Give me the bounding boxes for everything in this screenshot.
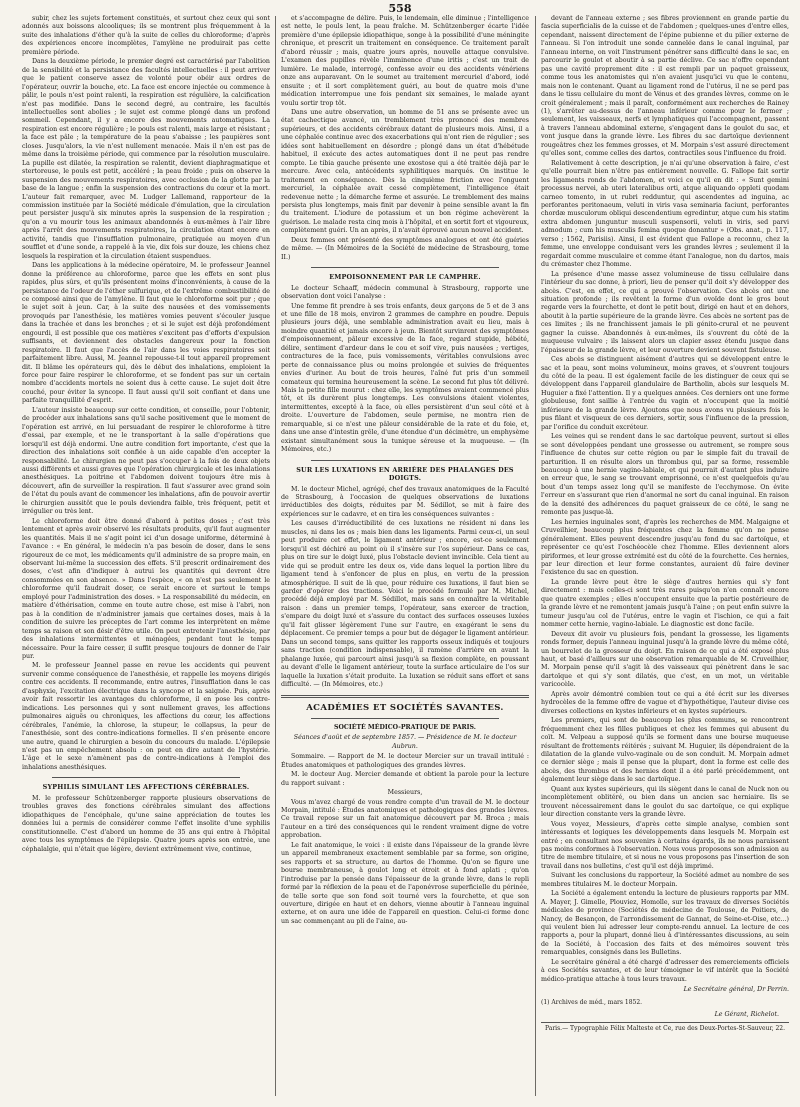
separator xyxy=(311,460,499,461)
secretary-signature: Le Secrétaire général, Dr Perrin. xyxy=(683,986,789,994)
paragraph: Le docteur Schaaff, médecin communal à Strasbourg, rapporte une observation dont voici l'analyse : xyxy=(281,284,529,301)
paragraph: Le fait anatomique, le voici : il existe dans l'épaisseur de la grande lèvre un appareil membraneux exactement semblable par sa forme, son origine, ses rapports et sa structure, au dartos de l'homme. Qu'on se figure une bourse membraneuse, à goulot long et étroit et à fond aplati ; qu'on l'introduise par la pensée dans l'épaisseur de la grande lèvre, dans le repli formé par la réflexion de la peau et de l'aponévrose superficielle du périnée, de telle sorte que son fond soit tourné vers la fourchette, et que son ouverture, dirigée en haut et en dehors, vienne aboutir à l'anneau inguinal externe, et on aura une idée de l'appareil en question. Celui-ci forme donc un sac commençant au pli de l'aine, au- xyxy=(281,841,529,925)
paragraph: Dans les applications à la médecine opératoire, M. le professeur Jeannel donne la préférence au chloroforme, parce que les effets en sont plus rapides, plus sûrs, et qu'ils présentent moins d'inconvénients, à cause de la persistance de l'odeur de l'éther sulfurique, et de l'extrême combustibilité de ce composé ainsi que de l'amylène. Il faut que le chloroforme soit pur ; que le sujet soit à jeun. Car, à la suite des nausées et des vomissements provoqués par l'anesthésie, les matières vomies peuvent s'écouler jusque dans la trachée et dans les bronches ; et si le sujet est déjà profondément engourdi, il est possible que ces matières s'excitent pas d'efforts d'expulsion suffisants, et deviennent des obstacles dangereux pour la fonction respiratoire. Il faut que l'accès de l'air dans les voies respiratoires soit parfaitement libre. Aussi, M. Jeannel repousse-t-il tout appareil proprement dit. Il blâme les opérateurs qui, dès le début des inhalations, emploient la force pour faire respirer le chloroforme, et se fondent pas sur un certain nombre d'accidents mortels ne soient dus à cette cause. Le sujet doit être couché, pour éviter la syncope. Il faut aussi qu'il soit confiant et dans une parfaite tranquillité d'esprit. xyxy=(22,262,270,405)
paragraph: M. le docteur Aug. Mercier demande et obtient la parole pour la lecture du rapport suivant : xyxy=(281,771,529,787)
paragraph: devant de l'anneau externe ; ses fibres proviennent en grande partie du fascia superficialis de la cuisse et de l'abdomen ; quelques-unes d'entre elles, cependant, naissent directement de l'épine pubienne et du pilier externe de l'anneau. Si l'on introduit une sonde cannelée dans le canal inguinal, par l'anneau interne, on voit l'instrument pénétrer sans difficulté dans le sac, en parcourir le goulot et aboutir à sa partie déclive. Ce sac n'offre cependant pas une cavité proprement dite : il est rempli par un paquet graisseux, comme tous les anatomistes qui n'en avaient jusqu'ici vu que le contenu, mais non le contenant. Quant au ligament rond de l'utérus, il ne se perd pas dans le tissu cellulaire du mont de Vénus et des grandes lèvres, comme on le croit généralement ; mais il paraît, conformément aux recherches de Rainey (1), s'arrêter au-dessus de l'anneau inférieur comme pour le fermer ; seulement, les vaisseaux, nerfs et lymphatiques qui l'accompagnent, passent à travers l'anneau abdominal externe, s'engagent dans le goulot du sac, et vont jusque dans la grande lèvre. Les fibres du sac dartoïque deviennent rougeâtres chez les femmes grosses, et M. Morpain s'est assuré directement qu'elles sont, comme celles des dartos, contractiles sous l'influence du froid. xyxy=(541,15,789,158)
paragraph: Les hernies inguinales sont, d'après les recherches de MM. Malgaigne et Cruveilhier, beaucoup plus fréquentes chez la femme qu'on ne pense généralement. Elles peuvent descendre jusqu'au fond du sac dartoïque, et représenter ce qu'est l'oschéocèle chez l'homme. Elles deviennent alors piriformes, et leur grosse extrémité est du côté de la fourchette. Ces hernies, par leur direction et leur forme constantes, auraient dû faire deviner l'existence du sac en question. xyxy=(541,518,789,577)
paragraph: La présence d'une masse assez volumineuse de tissu cellulaire dans l'intérieur du sac donne, à priori, lieu de penser qu'il doit s'y développer des abcès. C'est, en effet, ce qui a prouvé l'observation. Ces abcès ont une situation profonde ; ils revêtent la forme d'un ovoïde dont le gros bout regarde vers la fourchette, et dont le petit bout, dirigé en haut et en dehors, aboutit à la partie supérieure de la grande lèvre. Ces abcès ne sortent pas de ces limites ; ils ne franchissent jamais le pli génito-crural et ne peuvent gagner la cuisse. Abandonnés à eux-mêmes, ils s'ouvrent du côté de la muqueuse vulvaire ; ils laissent alors un clapier assez étendu jusque dans l'épaisseur de la grande lèvre, et leur ouverture devient souvent fistuleuse. xyxy=(541,270,789,354)
paragraph: Les premiers, qui sont de beaucoup les plus communs, se rencontrent fréquemment chez les filles publiques et chez les femmes qui abusent du coït. M. Velpeau a supposé qu'ils se forment dans une bourse muqueuse résultant de frottements réitérés ; suivant M. Huguier, ils dépendraient de la dilatation de la glande vulvo-vaginale ou de son conduit. M. Morpain admet ce dernier siège ; mais il pense que la plupart, dont la forme est celle des abcès, des thrombus et des hernies dont il a été parlé précédemment, ont également leur siège dans le sac dartoïque. xyxy=(541,717,789,784)
paragraph: L'auteur insiste beaucoup sur cette condition, et conseille, pour l'obtenir, de procéder aux inhalations sans qu'il sache positivement que le moment de l'opération est arrivé, en lui persuadant de respirer le chloroforme à titre d'essai, par exemple, et ne le transportant à la salle d'opérations que lorsqu'il est déjà endormi. Une autre condition fort importante, c'est que la direction des inhalations soit confiée à un aide capable d'en accepter la responsabilité. Le chirurgien ne peut pas s'occuper à la fois de deux objets aussi différents et aussi graves que l'opération chirurgicale et les inhalations anesthésiques. La poitrine et l'abdomen doivent toujours être mis à découvert, afin de surveiller la respiration. Il faut s'assurer avec grand soin de l'état du pouls avant de commencer les inhalations, afin de pouvoir avertir le chirurgien aussitôt que le pouls deviendra faible, très fréquent, petit et irrégulier ou très lent. xyxy=(22,406,270,516)
paragraph: Une femme fit prendre à ses trois enfants, deux garçons de 5 et de 3 ans et une fille de 18 mois, environ 2 grammes de camphre en poudre. Depuis plusieurs jours déjà, une semblable administration avait eu lieu, mais à moindre quantité et jamais encore à jeun. Bientôt survinrent des symptômes d'empoisonnement, pâleur excessive de la face, regard stupide, hébété, délire, sentiment d'ardeur dans le cou et soif vive, puis nausées ; vertiges, contractures de la face, puis vomissements, véritables convulsions avec perte de connaissance plus ou moins prolongée et suivies de fréquentes envies d'uriner. Au bout de trois heures, l'aîné fut pris d'un sommeil comateux qui termina heureusement la scène. Le second fut plus tôt délivré. Mais la petite fille mourut : chez elle, les symptômes avaient commencé plus tôt, et ils durèrent plus longtemps. Les convulsions étaient violentes, intermittentes, excepté à la face, où elles persistèrent d'un seul côté et à droite. L'ouverture de l'abdomen, seule permise, ne montra rien de remarquable, si ce n'est une pâleur considérable de la rate et du foie, et, dans une anse d'intestin grêle, d'une étendue d'un décimètre, un emphysème existant simultanément sous la tunique séreuse et la muqueuse. — (In Mémoires, etc.) xyxy=(281,302,529,454)
summary-paragraph: Sommaire. — Rapport de M. le docteur Mercier sur un travail intitulé : Études anatomiques et pathologiques des grandes lèvres. xyxy=(281,753,529,769)
section-heading: EMPOISONNEMENT PAR LE CAMPHRE. xyxy=(329,273,481,282)
paragraph: Relativement à cette description, je n'ai qu'une observation à faire, c'est qu'elle pourrait bien n'être pas entièrement nouvelle. G. Fallope fait sortir les ligaments ronds de l'abdomen, et voici ce qu'il en dit : « Sunt gemini processus nervei, ab uteri lateralibus orti, atque aliquando oppleti quodam carneo tomento, in ut rubri redduntur, qui ascendentes ad inguina, ac perforantes peritonaeum, veluti in viris vasa seminaria faciunt, perforantes chordæ musculorum obliqui descendentium egredintur, atque cum his statim extra abdomen junguntur musculi suspensorii, veluti in viris, sed parvi admodum ; cum his musculis femina quoque donantur » (Obs. anat., p. 117, verso ; 1562, Parisiis). Ainsi, il est évident que Fallope a reconnu, chez la femme, une enveloppe conduisant vers les grandes lèvres ; seulement il la regardait comme musculaire et comme étant l'analogue, non du dartos, mais du crémaster chez l'homme. xyxy=(541,159,789,269)
column-3 xyxy=(541,15,789,1095)
paragraph: Dans une autre observation, un homme de 51 ans se présente avec un état cachectique avancé, un tremblement très prononcé des membres supérieurs, et des accidents cérébraux datant de plusieurs mois. Ainsi, il a une céphalée continue avec des exacerbations qui n'ont rien de régulier ; ses idées sont habituellement en désordre ; plongé dans un état d'hébétude habituel, il exécute des actes automatiques dont il ne peut pas rendre compte. Le tibia gauche présente une exostose qui a été traitée déjà par le mercure. Avec cela, antécédents syphilitiques marqués. On institue le traitement en conséquence. Dès la cinquième friction avec l'onguent mercuriel, la céphalée avait cessé complètement, l'intelligence était redevenue nette ; la démarche ferme et assurée. Le tremblement des mains persista plus longtemps, mais finit par devenir à peine sensible avant la fin du traitement. L'iodure de potassium et un bon régime achevèrent la guérison. Le malade resta cinq mois à l'hôpital, et en sortit fort et vigoureux, complètement guéri. Un an après, il n'avait éprouvé aucun nouvel accident. xyxy=(281,108,529,235)
paragraph: Le chloroforme doit être donné d'abord à petites doses ; c'est très lentement et après avoir observé les résultats produits, qu'il faut augmenter les quantités. Mais il ne s'agit point ici d'un dosage uniforme, déterminé à l'avance : « En général, le médecin n'a pas besoin de doser, dans le sens rigoureux de ce mot, les médicaments qu'il administre de sa propre main, en observant lui-même la succession des effets. S'il prescrit ordinairement des doses, c'est afin d'indiquer à autrui les quantités qui devront être consommées en son absence. » Dans l'espèce, « on n'est pas seulement le chloroforme qu'il faudrait doser, ce serait encore et surtout le temps employé pour l'administration des doses. » La responsabilité du médecin, en matière d'éthérisation, comme en toute autre chose, est mise à l'abri, non pas à la condition de n'administrer jamais que certaines doses, mais à la condition de suivre les préceptes de l'art comme les interprètent en même temps sa raison et son désir d'être utile. On peut entretenir l'anesthésie, par des inhalations intermittentes et ménagées, pendant tout le temps nécessaire. Pour la faire cesser, il suffit presque toujours de donner de l'air pur. xyxy=(22,517,270,660)
paragraph: Messieurs, xyxy=(387,789,423,797)
paragraph: Vous m'avez chargé de vous rendre compte d'un travail de M. le docteur Morpain, intitulé : Études anatomiques et pathologiques des grandes lèvres. Ce travail repose sur un fait anatomique découvert par M. Broca ; mais l'auteur en a tiré des conséquences qui le rendent vraiment digne de votre approbation. xyxy=(281,798,529,840)
separator xyxy=(311,267,499,268)
academies-heading: ACADÉMIES ET SOCIÉTÉS SAVANTES. xyxy=(306,703,504,714)
paragraph: La grande lèvre peut être le siège d'autres hernies qui s'y font directement : mais celles-ci sont très rares puisqu'on n'en connaît encore que quatre exemples ; elles n'occupent ensuite que la partie postérieure de la grande lèvre et ne remontent jamais jusqu'à l'aine ; on peut enfin suivre la tumeur jusqu'au col de l'utérus, entre le vagin et l'ischion, ce qui a fait nommer cette hernie, vagino-labiale. Le diagnostic est donc facile. xyxy=(541,578,789,629)
paragraph: M. le professeur Schützenberger rapporte plusieurs observations de troubles graves des fonctions cérébrales simulant des affections idiopathiques de l'encéphale, qu'une saine appréciation de toutes les données lui a permis de considérer comme l'effet insolite d'une syphilis constitutionnelle. C'est d'abord un homme de 35 ans qui entre à l'hôpital avec tous les symptômes de l'épilepsie. Quatre jours après son entrée, une céphalalgie, qui n'était que légère, devient extrêmement vive, continue, xyxy=(22,794,270,853)
printer-imprint: Paris.— Typographie Félix Malteste et Ce, rue des Deux-Portes-St-Sauveur, 22. xyxy=(541,1022,789,1033)
paragraph: Le secrétaire général a été chargé d'adresser des remerciements officiels à ces Sociétés savantes, et de leur témoigner le vif intérêt que la Société médico-pratique attache à tous leurs travaux. xyxy=(541,958,789,983)
paragraph: M. le docteur Michel, agrégé, chef des travaux anatomiques de la Faculté de Strasbourg, à l'occasion de quelques observations de luxations irréductibles des doigts, réduites par M. Sédillot, se mit à faire des expériences sur le cadavre, et en tira les conséquences suivantes : xyxy=(281,485,529,518)
double-separator xyxy=(281,695,529,698)
paragraph: Après avoir démontré combien tout ce qui a été écrit sur les diverses hydrocèles de la femme offre de vague et d'hypothétique, l'auteur divise ces diverses collections en kystes inférieurs et en kystes supérieurs. xyxy=(541,690,789,715)
paragraph: Vous voyez, Messieurs, d'après cette simple analyse, combien sont intéressants et logiques les développements dans lesquels M. Morpain est entré ; en consultant nos souvenirs à certains égards, ils ne nous paraissent pas moins conformes à l'observation. Nous vous proposons son admission au titre de membre titulaire, et si nous ne vous proposons pas l'insertion de son travail dans nos bulletins, c'est qu'il est déjà imprimé. xyxy=(541,820,789,870)
page-number: 558 xyxy=(388,2,412,15)
section-heading: SUR LES LUXATIONS EN ARRIÈRE DES PHALANGES DES DOIGTS. xyxy=(296,465,514,483)
separator xyxy=(311,718,499,719)
paragraph: M. le professeur Jeannel passe en revue les accidents qui peuvent survenir comme conséquence de l'anesthésie, et rappelle les moyens dirigés contre ces accidents. Il recommande, entre autres, l'insufflation dans le cas d'asphyxie, l'excitation électrique dans la syncope et la saignée. Puis, après avoir fait ressortir les avantages du chloroforme, il en pose les contre-indications. Les personnes qui y sont nullement graves, les affections pulmonaires aiguës ou chroniques, les affections du cœur, les affections cérébrales, l'anémie, la chlorose, la stupeur, le collapsus, la peur de l'anesthésie, sont des contre-indications formelles. Il s'en présente encore une autre, quand le chirurgien a besoin du concours du malade. L'épilepsie n'est pas un empêchement absolu : on peut en dire autant de l'hystérie. L'âge et le sexe n'amènent pas de contre-indications à l'emploi des inhalations anesthésiques. xyxy=(22,662,270,771)
paragraph: Les causes d'irréductibilité de ces luxations ne résident ni dans les muscles, ni dans les os ; mais bien dans les ligaments. Parmi ceux-ci, un seul peut produire cet effet, le ligament antérieur ; encore, est-ce seulement lorsqu'il est déchiré au point où il s'insère sur l'os supérieur. Dans ce cas, plus on tire sur le doigt luxé, plus l'obstacle devient invincible. Cela tient au vide qui se produit entre les deux os, vide dans lequel la portion libre du ligament tend à s'enfoncer de plus en plus, en vertu de la pression atmosphérique. Il suit de là que, pour réduire ces luxations, il faut bien se garder d'opérer des tractions. Voici le procédé formulé par M. Michel, procédé déjà employé par M. Sédillot, mais sans en connaître la véritable raison : dans un premier temps, l'opérateur, sans exercer de traction, s'empare du doigt luxé et s'assure du contact des surfaces osseuses luxées qu'il fait glisser légèrement l'une sur l'autre, en exagérant le sens du déplacement. Ce premier temps a pour but de dégager le ligament antérieur. Dans un second temps, sans quitter les rapports osseux indiqués et toujours sans traction (condition indispensable), il ramène d'arrière en avant la phalange luxée, qui parcourt ainsi jusqu'à sa flexion complète, en poussant au devant d'elle le ligament antérieur, toute la surface articulaire de l'os sur laquelle la luxation s'était produite. La luxation se réduit sans effort et sans difficulté. — (In Mémoires, etc.) xyxy=(281,520,529,688)
society-heading: SOCIÉTÉ MÉDICO-PRATIQUE DE PARIS. xyxy=(334,723,476,731)
gerant-signature: Le Gérant, Richelot. xyxy=(714,1011,779,1019)
paragraph: Les veines qui se rendent dans le sac dartoïque peuvent, surtout si elles se sont développées pendant une grossesse ou autrement, se rompre sous l'influence de chutes sur cette région ou par le simple fait du travail de parturition. Il en résulte alors un thrombus qui, par sa forme, ressemble beaucoup à une hernie vagino-labiale, et qui pourrait d'autant plus induire en erreur que, le sang se trouvant emprisonné, ce n'est quelquefois qu'au bout d'un temps assez long qu'il se manifeste de l'ecchymose. On évite l'erreur en s'assurant que rien d'anormal ne sort du canal inguinal. En raison de la densité des adhérences du paquet graisseux de ce côté, le sang ne remonte pas jusque-là. xyxy=(541,433,789,517)
paragraph: Suivant les conclusions du rapporteur, la Société admet au nombre de ses membres titulaires M. le docteur Morpain. xyxy=(541,872,789,888)
paragraph: Dans la deuxième période, le premier degré est caractérisé par l'abolition de la sensibilité et la persistance des facultés intellectuelles : il peut arriver que le patient conserve assez de volonté pour obéir aux ordres de l'opérateur, ouvrir la bouche, etc. La face est encore injectée ou commence à pâlir, le pouls n'est point ralenti, la respiration est régulière, la calcification n'est pas modifiée. Dans le second degré, au contraire, les facultés intellectuelles sont abolies ; le sujet est comme plongé dans un profond sommeil. Cependant, il y a encore des mouvements automatiques. La respiration est encore régulière ; le pouls est ralenti, mais large et résistant ; la face est pâle ; la température de la peau s'abaisse ; les paupières sont closes. Jusqu'alors, la vie n'est nullement menacée. Mais il n'en est pas de même dans la troisième période, qui commence par la résolution musculaire. La pupille est dilatée, la respiration se ralentit, devient diaphragmatique et stertoreuse, le pouls est petit, accéléré ; la peau froide ; puis on observe la suspension des mouvements respiratoires, avec occlusion de la glotte par la base de la langue ; enfin la suspension des contractions du cœur et la mort. L'auteur fait remarquer, avec M. Ludger Lallemand, rapporteur de la commission instituée par la Société médicale d'émulation, que la circulation peut persister jusqu'à six minutes après la suspension de la respiration ; qu'on a vu mourir tous les animaux abandonnés à eux-mêmes à l'air libre après l'arrêt des mouvements respiratoires, la circulation étant encore en activité, tandis que l'insufflation pulmonaire, pratiquée au moyen d'un soufflet et d'une sonde, a rappelé à la vie, dix fois sur douze, les chiens chez lesquels la respiration et la circulation étaient suspendues. xyxy=(22,58,270,260)
paragraph: Deux femmes ont présenté des symptômes analogues et ont été guéries de même. — (In Mémoires de la Société de médecine de Strasbourg, tome II.) xyxy=(281,236,529,261)
separator xyxy=(52,777,240,778)
column-divider xyxy=(275,16,276,1096)
column-divider xyxy=(535,16,536,1096)
paragraph: Ces abcès se distinguent aisément d'autres qui se développent entre le sac et la peau, sont moins volumineux, moins graves, et s'ouvrent toujours du côté de la peau. Il est également facile de les distinguer de ceux qui se développent dans l'appareil glandulaire de Bartholin, abcès sur lesquels M. Huguier a fixé l'attention. Il y a quelques années. Ces derniers ont une forme globuleuse, font saillie à l'entrée du vagin et n'occupent que la moitié inférieure de la grande lèvre. Ajoutons que nous avons vu plusieurs fois le pus filant et visqueux de ces derniers, sortir, sous l'influence de la pression, par l'orifice du conduit excréteur. xyxy=(541,356,789,431)
section-heading: SYPHILIS SIMULANT LES AFFECTIONS CÉRÉBRALES. xyxy=(42,783,250,792)
paragraph: et s'accompagne de délire. Puis, le lendemain, elle diminue ; l'intelligence est nette, le pouls lent, la peau fraîche. M. Schützenberger écarte l'idée première d'une épilepsie idiopathique, songe à la possibilité d'une méningite chronique, et prescrit un traitement en conséquence. Ce traitement paraît d'abord réussir ; mais, quatre jours après, nouvelle attaque convulsive. L'examen des pupilles révèle l'imminence d'une iritis ; c'est un trait de lumière. Le malade, interrogé, confesse avoir eu des accidents vénériens onze ans auparavant. On le soumet au traitement mercuriel d'abord, iodé ensuite ; et il sort complètement guéri, au bout de quatre mois d'une médication interrompue une fois pendant six semaines, le malade ayant voulu sortir trop tôt. xyxy=(281,15,529,107)
paragraph: Quant aux kystes supérieurs, qui ils siègent dans le canal de Nuck non ou incomplètement oblitéré, ou bien dans un ancien sac herniaire. Ils se trouvent nécessairement dans le goulot du sac dartoïque, ce qui explique leur direction constante vers la grande lèvre. xyxy=(541,785,789,819)
paragraph: Deveux dit avoir vu plusieurs fois, pendant la grossesse, les ligaments ronds former, depuis l'anneau inguinal jusqu'à la grande lèvre du même côté, un bourrelet de la grosseur du doigt. En raison de ce qui a été exposé plus haut, et basé d'ailleurs sur une observation remarquable de M. Cruveilhier, M. Morpain pense qu'il s'agit là des vaisseaux qui pénètrent dans le sac dartoïque et qui s'y sont dilatés, que c'est, en un mot, un véritable varicocèle. xyxy=(541,630,789,689)
column-1 xyxy=(22,15,270,1095)
session-line: Séances d'août et de septembre 1857. — Présidence de M. le docteur Aubrun. xyxy=(293,734,517,750)
footnote: (1) Archives de méd., mars 1852. xyxy=(541,998,643,1006)
paragraph: subir, chez les sujets fortement constitués, et surtout chez ceux qui sont adonnés aux boissons alcooliques; ils se montrent plus fréquemment à la suite des inhalations d'éther qu'à la suite de celles du chloroforme; d'après des expériences encore incomplètes, l'amylène ne produirait pas cette première période. xyxy=(22,15,270,56)
column-2 xyxy=(281,15,529,1095)
paragraph: La Société a également entendu la lecture de plusieurs rapports par MM. A. Mayer, J. Gimelle, Plouviez, Homolle, sur les travaux de diverses Sociétés médicales de province (Sociétés de médecine de Toulouse, de Poitiers, de Nancy, de Besançon, de l'arrondissement de Gannat, de Seine-et-Oise, etc...) qui veulent bien lui adresser leur compte-rendu annuel. La lecture de ces rapports a, pour la plupart, donné lieu à d'intéressantes discussions, au sein de la Société, à l'occasion des faits et des mémoires souvent très remarquables, consignés dans les Bulletins. xyxy=(541,890,789,957)
